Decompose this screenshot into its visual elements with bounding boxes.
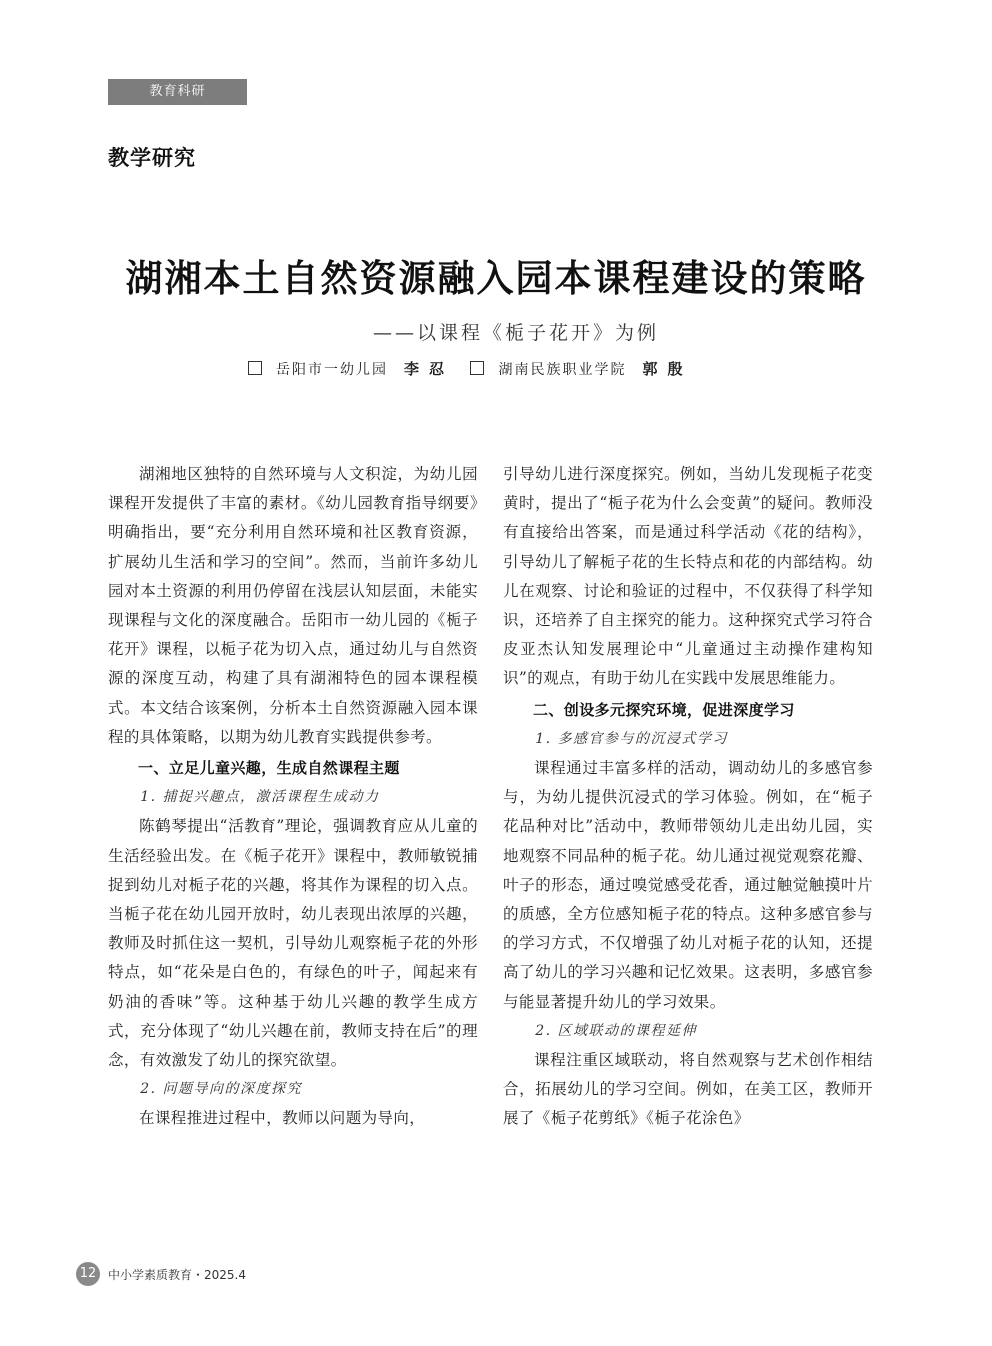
paragraph-1: 陈鹤琴提出“活教育”理论，强调教育应从儿童的生活经验出发。在《栀子花开》课程中，教师敏锐捕捉到幼儿对栀子花的兴趣，将其作为课程的切入点。当栀子花在幼儿园开放时，幼儿表现出浓厚的兴趣，教师及时抓住这一契机，引导幼儿观察栀子花的外形特点，如“花朵是白色的，有绿色的叶子，闻起来有奶油的香味”等。这种基于幼儿兴趣的教学生成方式，充分体现了“幼儿兴趣在前，教师支持在后”的理念，有效激发了幼儿的探究欲望。: [108, 817, 478, 1070]
paragraph-2-continued: 引导幼儿进行深度探究。例如，当幼儿发现栀子花变黄时，提出了“栀子花为什么会变黄”的疑问。教师没有直接给出答案，而是通过科学活动《花的结构》，引导幼儿了解栀子花的生长特点和花的内部结构。幼儿在观察、讨论和验证的过程中，不仅获得了科学知识，还培养了自主探究的能力。这种探究式学习符合皮亚杰认知发展理论中“儿童通过主动操作建构知识”的观点，有助于幼儿在实践中发展思维能力。: [503, 465, 873, 688]
page-number: 12: [76, 1262, 100, 1286]
column-tag: 教育科研: [108, 79, 247, 105]
subheading-2-2: 2. 区域联动的课程延伸: [535, 1022, 697, 1039]
author1-affiliation: 岳阳市一幼儿园: [276, 362, 388, 378]
subheading-2-1: 1. 多感官参与的沉浸式学习: [535, 730, 728, 747]
page-footer: [76, 1262, 246, 1286]
subheading-1-2: 2. 问题导向的深度探究: [140, 1081, 302, 1098]
heading-1: 一、立足儿童兴趣，生成自然课程主题: [138, 759, 400, 778]
square-bullet-icon: [470, 361, 484, 375]
author2-affiliation: 湖南民族职业学院: [498, 362, 627, 378]
square-bullet-icon: [248, 361, 262, 375]
section-heading: 教学研究: [108, 146, 196, 170]
subheading-1-1: 1. 捕捉兴趣点，激活课程生成动力: [140, 789, 380, 806]
paragraph-4: 课程注重区域联动，将自然观察与艺术创作相结合，拓展幼儿的学习空间。例如，在美工区，教师开展了《栀子花剪纸》《栀子花涂色》: [503, 1051, 873, 1128]
article-title: 湖湘本土自然资源融入园本课程建设的策略: [125, 257, 867, 300]
author1-name: 李忍: [404, 360, 455, 378]
paragraph-2: 在课程推进过程中，教师以问题为导向，: [139, 1109, 426, 1128]
author2-name: 郭殷: [642, 360, 693, 378]
right-column: [503, 460, 873, 1134]
left-column: [108, 460, 478, 1134]
intro-paragraph: 湖湘地区独特的自然环境与人文积淀，为幼儿园课程开发提供了丰富的素材。《幼儿园教育指导纲要》明确指出，要“充分利用自然环境和社区教育资源，扩展幼儿生活和学习的空间”。然而，当前许多幼儿园对本土资源的利用仍停留在浅层认知层面，未能实现课程与文化的深度融合。岳阳市一幼儿园的《栀子花开》课程，以栀子花为切入点，通过幼儿与自然资源的深度互动，构建了具有湖湘特色的园本课程模式。本文结合该案例，分析本土自然资源融入园本课程的具体策略，以期为幼儿教育实践提供参考。: [108, 465, 478, 746]
author-line: [248, 358, 702, 379]
journal-info: 中小学素质教育・2025.4: [108, 1267, 246, 1282]
heading-2: 二、创设多元探究环境，促进深度学习: [533, 700, 795, 719]
paragraph-3: 课程通过丰富多样的活动，调动幼儿的多感官参与，为幼儿提供沉浸式的学习体验。例如，在“栀子花品种对比”活动中，教师带领幼儿走出幼儿园，实地观察不同品种的栀子花。幼儿通过视觉观察花瓣、叶子的形态，通过嗅觉感受花香，通过触觉触摸叶片的质感，全方位感知栀子花的特点。这种多感官参与的学习方式，不仅增强了幼儿对栀子花的认知，还提高了幼儿的学习兴趣和记忆效果。这表明，多感官参与能显著提升幼儿的学习效果。: [503, 759, 873, 1011]
article-subtitle: ——以课程《栀子花开》为例: [372, 322, 659, 344]
